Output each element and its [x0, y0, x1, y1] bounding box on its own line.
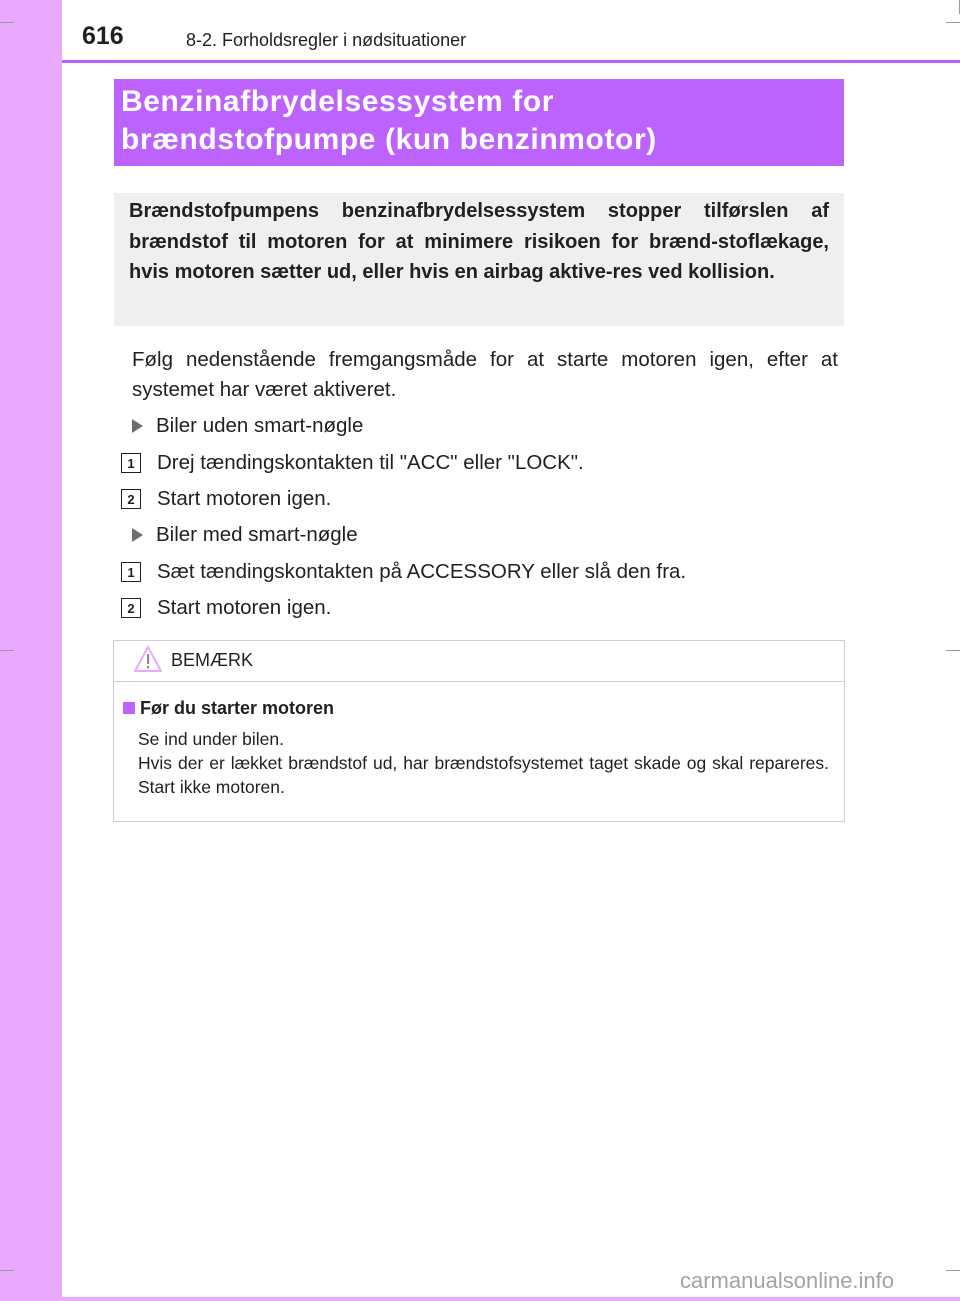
triangle-bullet-icon	[132, 528, 143, 542]
square-bullet-icon	[123, 702, 135, 714]
notice-label: BEMÆRK	[171, 650, 254, 670]
triangle-bullet-icon	[132, 419, 143, 433]
header-rule	[62, 60, 960, 63]
warning-triangle-icon	[133, 645, 163, 673]
group-heading-label: Biler uden smart-nøgle	[156, 414, 364, 437]
title-box	[114, 79, 844, 166]
page-number: 616	[82, 22, 124, 50]
crop-mark	[0, 650, 14, 651]
step-number-badge: 1	[121, 453, 141, 473]
intro-text: Følg nedenstående fremgangsmåde for at starte motoren igen, efter at systemet har været aktiveret.	[132, 348, 838, 401]
step-number-badge: 2	[121, 598, 141, 618]
summary-text: Brændstofpumpens benzinafbrydelsessystem stopper tilførslen af brændstof til motoren for at minimere risikoen for brænd-stoflækage, hvis motoren sætter ud, eller hvis en airbag aktive-res ved kollision.	[129, 200, 829, 283]
step-text: Sæt tændingskontakten på ACCESSORY eller slå den fra.	[157, 560, 687, 583]
step-number-badge: 2	[121, 489, 141, 509]
step-text: Drej tændingskontakten til "ACC" eller "LOCK".	[157, 451, 584, 474]
crop-mark	[0, 1270, 14, 1271]
step-text: Start motoren igen.	[157, 596, 332, 619]
notice-line-1: Se ind under bilen.	[138, 729, 284, 749]
notice-line-2: Hvis der er lækket brændstof ud, har brændstofsystemet taget skade og skal repareres. Start ikke motoren.	[138, 753, 829, 797]
crop-mark	[0, 22, 14, 23]
notice-header	[114, 641, 844, 682]
summary-box	[114, 193, 844, 326]
watermark: carmanualsonline.info	[680, 1268, 895, 1293]
crop-mark	[946, 1270, 960, 1271]
notice-body	[138, 727, 829, 799]
group-heading	[132, 413, 363, 439]
crop-mark	[946, 22, 960, 23]
notice-title	[123, 698, 334, 719]
section-title: 8-2. Forholdsregler i nødsituationer	[186, 30, 467, 50]
notice-title-text: Før du starter motoren	[140, 698, 335, 718]
group-heading	[132, 522, 358, 548]
title-line-1: Benzinafbrydelsessystem for	[121, 85, 555, 118]
step-number-badge: 1	[121, 562, 141, 582]
footer-strip	[62, 1297, 960, 1301]
group-heading-label: Biler med smart-nøgle	[156, 523, 358, 546]
crop-mark	[946, 650, 960, 651]
notice-box	[113, 640, 845, 822]
title-line-2: brændstofpumpe (kun benzinmotor)	[121, 123, 657, 156]
step-text: Start motoren igen.	[157, 487, 332, 510]
